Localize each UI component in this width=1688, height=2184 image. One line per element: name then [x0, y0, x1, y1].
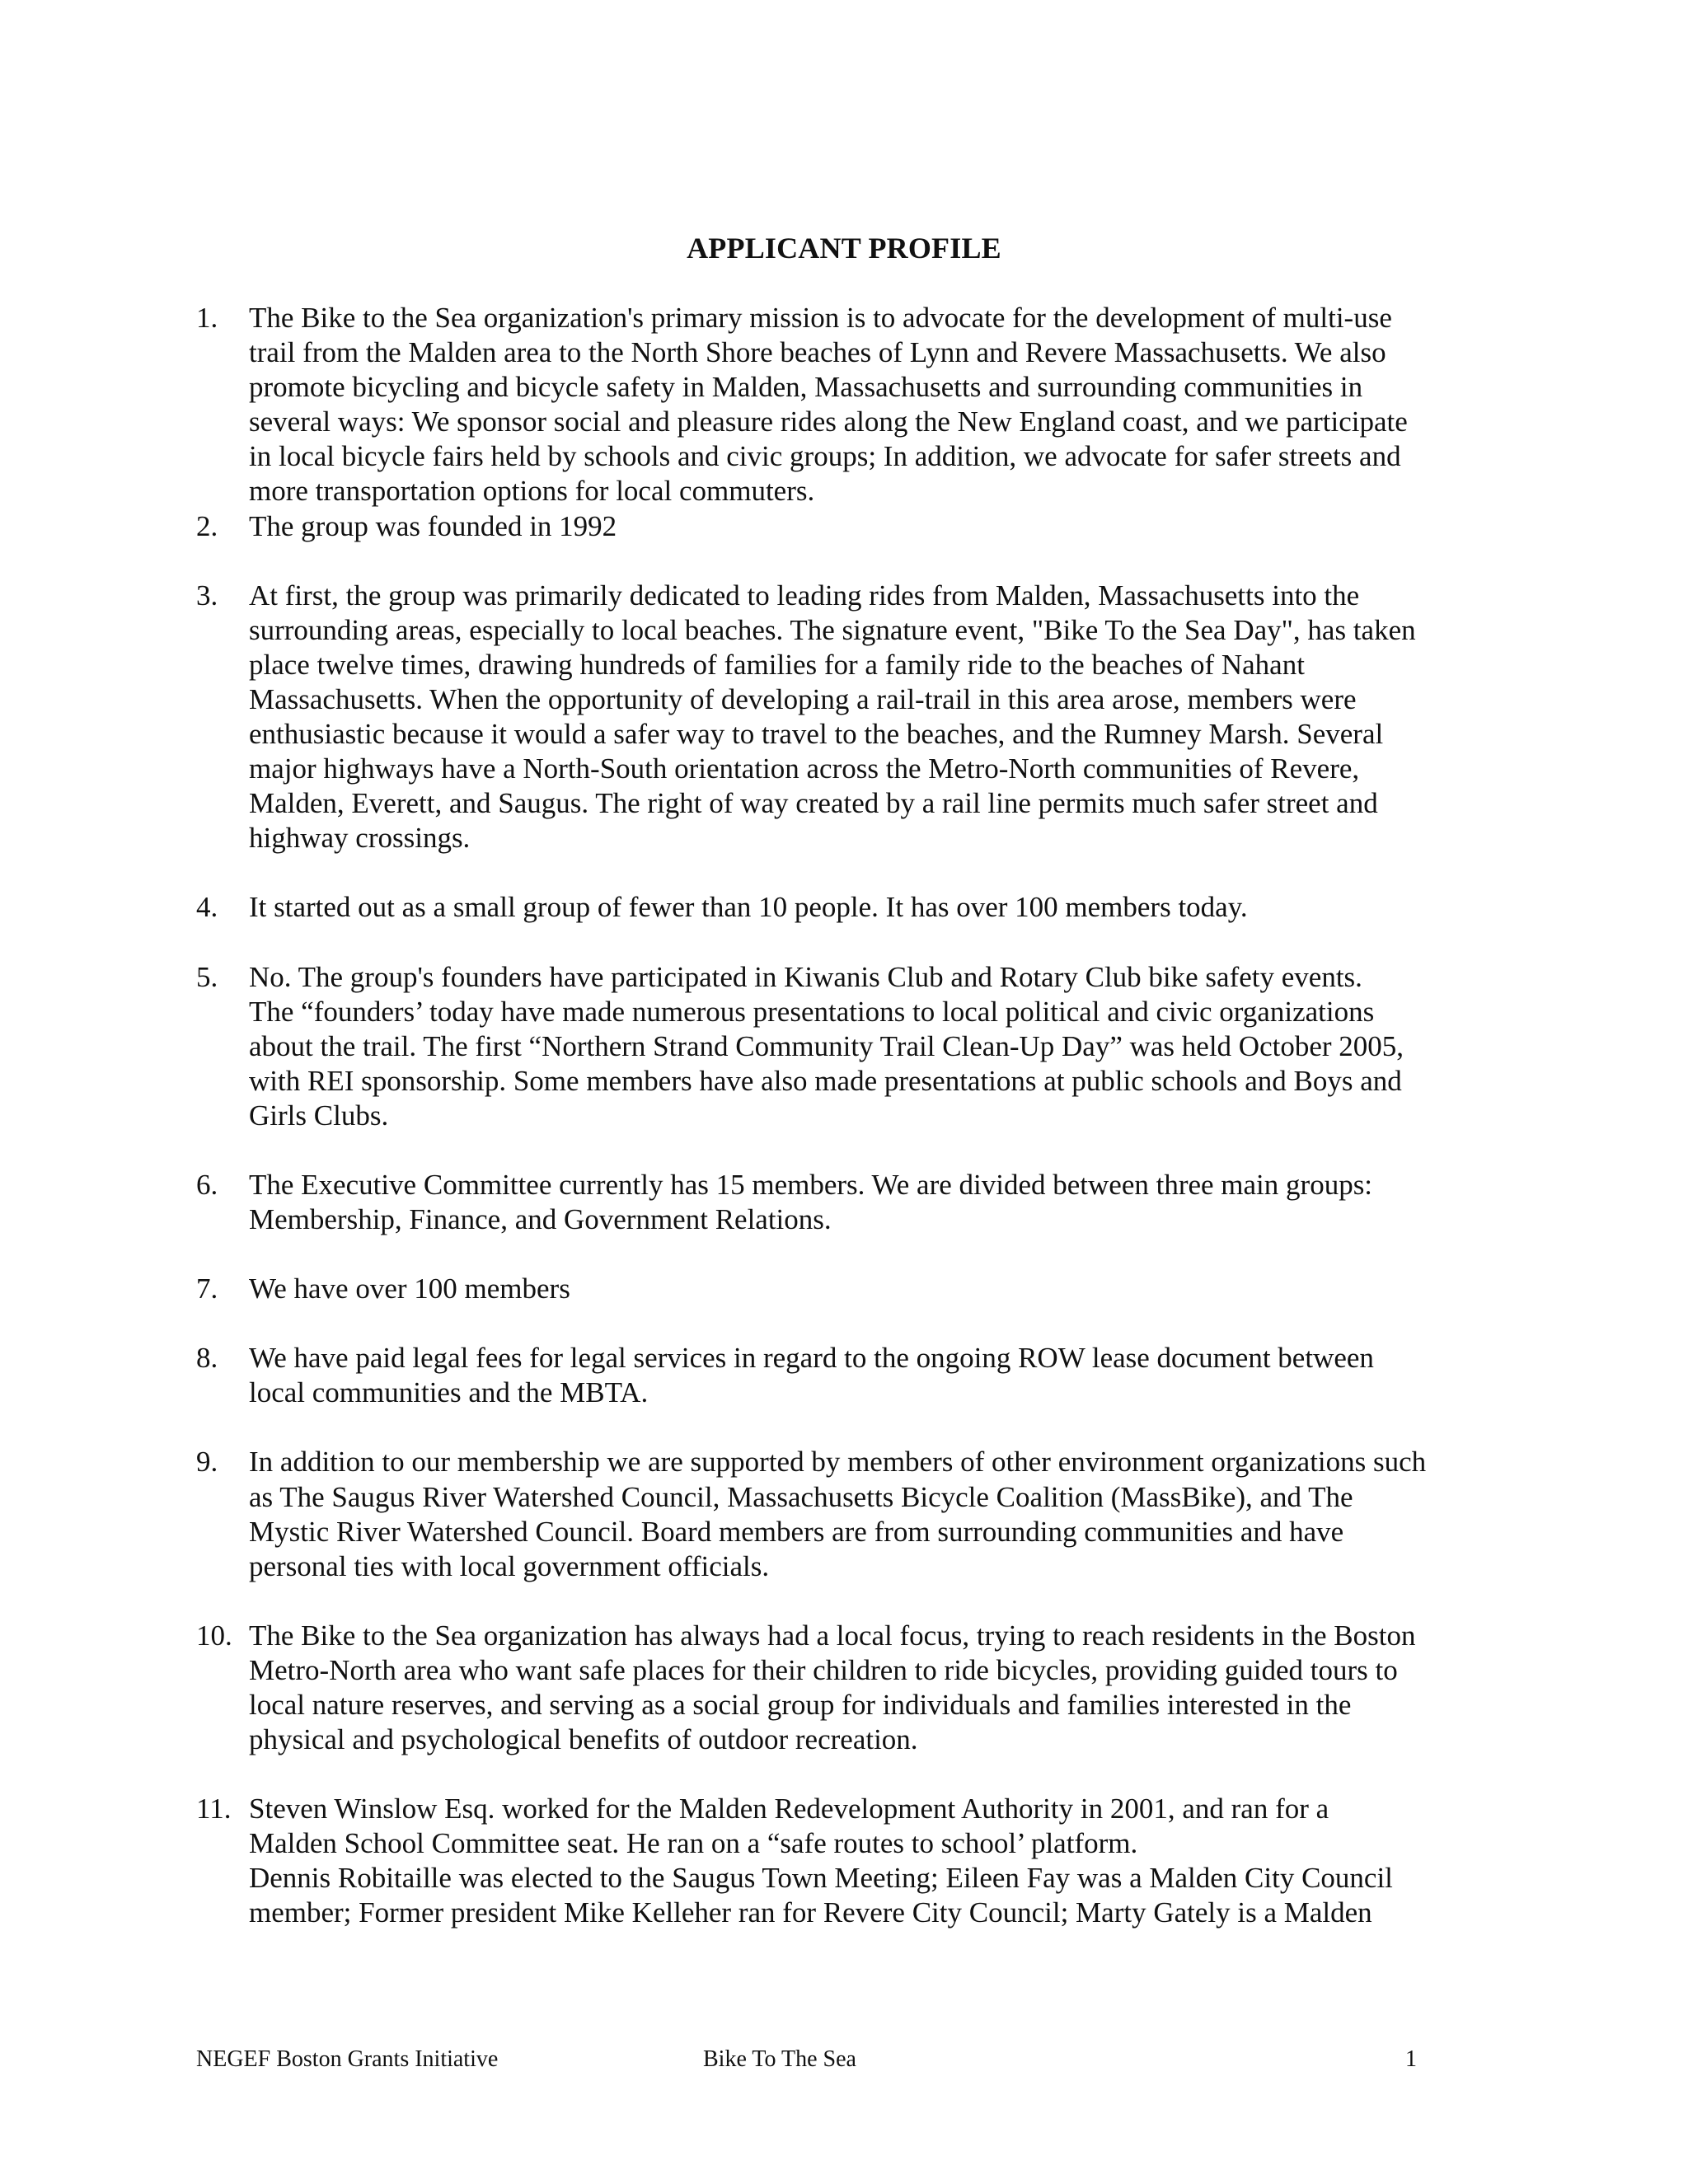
list-item-5 [196, 960, 1498, 1133]
item-text: The group was founded in 1992 [249, 509, 617, 542]
footer-page-number: 1 [1405, 2046, 1417, 2072]
item-text: The Bike to the Sea organization's primary mission is to advocate for the development of multi-use trail from the Malden area to the North Shore beaches of Lynn and Revere Massachusetts. We also promote bicycling and bicycle safety in Malden, Massachusetts and surrounding communities in several ways: We sponsor social and pleasure rides along the New England coast, and we participate in local bicycle fairs held by schools and civic groups; In addition, we advocate for safer streets and more transportation options for local commuters. [249, 302, 1408, 508]
item-number: 4. [196, 891, 218, 924]
item-text: At first, the group was primarily dedicated to leading rides from Malden, Massachusetts into the surrounding areas, especially to local beaches. The signature event, "Bike To the Sea Day", has taken place twelve times, drawing hundreds of families for a family ride to the beaches of Nahant Massachusetts. When the opportunity of developing a rail-trail in this area arose, members were enthusiastic because it would a safer way to travel to the beaches, and the Rumney Marsh. Several major highways have a North-South orientation across the Metro-North communities of Revere, Malden, Everett, and Saugus. The right of way created by a rail line permits much safer street and highway crossings. [249, 579, 1416, 855]
profile-list [196, 301, 1498, 1931]
item-number: 2. [196, 509, 218, 542]
list-item-9 [196, 1445, 1498, 1583]
list-item-7 [196, 1272, 1498, 1306]
item-text: It started out as a small group of fewer than 10 people. It has over 100 members today. [249, 891, 1248, 924]
item-number: 9. [196, 1446, 218, 1479]
list-item-3 [196, 579, 1498, 856]
item-number: 10. [196, 1619, 232, 1652]
list-item-11 [196, 1792, 1498, 1930]
item-number: 3. [196, 579, 218, 612]
item-number: 1. [196, 302, 218, 334]
item-text: The Bike to the Sea organization has always had a local focus, trying to reach residents in the Boston Metro-North area who want safe places for their children to ride bicycles, providing guided tours to local nature reserves, and serving as a social group for individuals and families interested in the physical and psychological benefits of outdoor recreation. [249, 1619, 1416, 1756]
list-item-1 [196, 301, 1498, 509]
footer-organization: NEGEF Boston Grants Initiative [196, 2046, 499, 2072]
footer-project-name: Bike To The Sea [703, 2046, 856, 2072]
item-text: No. The group's founders have participated in Kiwanis Club and Rotary Club bike safety events. The “founders’ today have made numerous presentations to local political and civic organizations about the trail. The first “Northern Strand Community Trail Clean-Up Day” was held October 2005, with REI sponsorship. Some members have also made presentations at public schools and Boys and Girls Clubs. [249, 960, 1404, 1132]
item-number: 7. [196, 1272, 218, 1305]
item-number: 8. [196, 1342, 218, 1375]
page-title: APPLICANT PROFILE [687, 232, 1001, 265]
item-text: The Executive Committee currently has 15 members. We are divided between three main groups: Membership, Finance, and Government Relations. [249, 1168, 1373, 1236]
list-item-4 [196, 890, 1498, 925]
list-item-10 [196, 1619, 1498, 1757]
item-number: 11. [196, 1793, 232, 1825]
item-number: 6. [196, 1168, 218, 1201]
item-number: 5. [196, 960, 218, 993]
list-item-6 [196, 1168, 1498, 1237]
item-text: We have over 100 members [249, 1272, 570, 1305]
list-item-2 [196, 509, 1498, 544]
item-text: In addition to our membership we are supported by members of other environment organizations such as The Saugus River Watershed Council, Massachusetts Bicycle Coalition (MassBike), and The Mystic River Watershed Council. Board members are from surrounding communities and have personal ties with local government officials. [249, 1446, 1427, 1582]
item-text: We have paid legal fees for legal services in regard to the ongoing ROW lease document between local communities and the MBTA. [249, 1342, 1374, 1409]
list-item-8 [196, 1341, 1498, 1410]
item-text: Steven Winslow Esq. worked for the Malden Redevelopment Authority in 2001, and ran for a Malden School Committee seat. He ran on a “safe routes to school’ platform. Dennis Robitaille was elected to the Saugus Town Meeting; Eileen Fay was a Malden City Council member; Former president Mike Kelleher ran for Revere City Council; Marty Gately is a Malden [249, 1793, 1393, 1929]
